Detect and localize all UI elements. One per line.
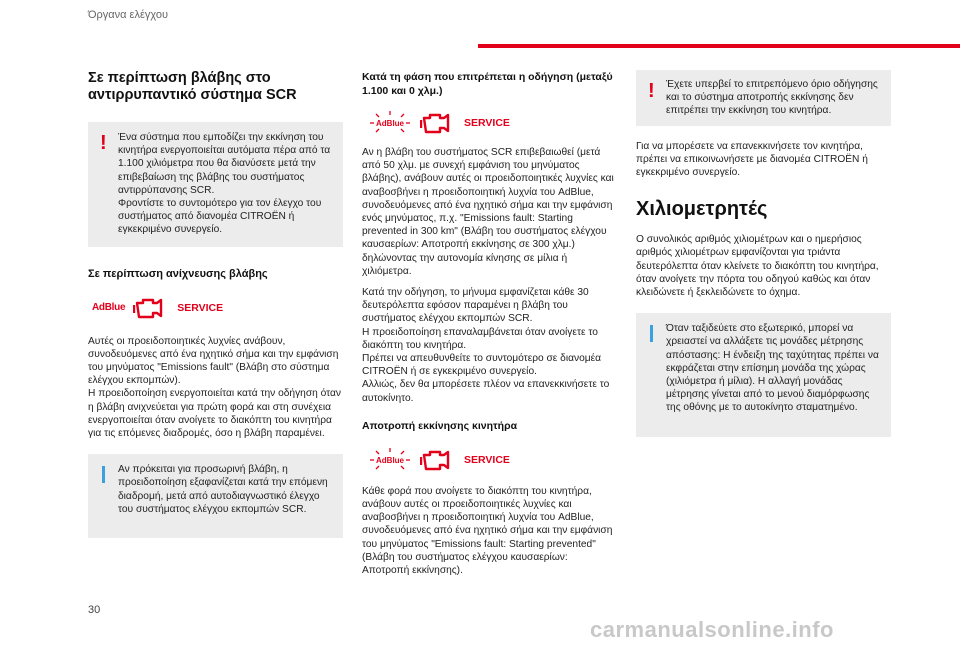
adblue-flashing-icon	[368, 447, 412, 473]
info-box	[636, 313, 891, 436]
service-warning-icon: SERVICE	[464, 117, 510, 129]
engine-warning-icon	[133, 295, 169, 321]
service-warning-icon: SERVICE	[177, 301, 224, 314]
body-text-3: Η προειδοποίηση επαναλαμβάνεται όταν ανοίγετε το διακόπτη του κινητήρα.	[362, 326, 598, 351]
warning-text-2: Φροντίστε το συντομότερο για τον έλεγχο του συστήματος από διανομέα CITROËN ή εγκεκριμένο συνεργείο.	[118, 198, 322, 236]
service-warning-icon: SERVICE	[464, 453, 510, 466]
page-number: 30	[88, 604, 101, 616]
warning-lamps-row-3	[368, 447, 617, 473]
watermark: carmanualsonline.info	[590, 617, 834, 642]
warning-exclamation-icon: !	[648, 80, 655, 102]
section-heading-scr-fault: Σε περίπτωση βλάβης στο αντιρρυπαντικό σύστημα SCR	[88, 70, 297, 103]
column-2	[362, 70, 617, 577]
adblue-flashing-icon	[368, 110, 412, 136]
adblue-flashing-label: AdBlue	[376, 455, 404, 465]
subheading-fault-detected: Σε περίπτωση ανίχνευσης βλάβης	[88, 267, 268, 280]
warning-lamps-row	[92, 295, 343, 321]
engine-warning-icon	[420, 447, 456, 473]
subheading-start-prevention: Αποτροπή εκκίνησης κινητήρα	[362, 419, 518, 432]
engine-warning-icon	[420, 110, 456, 136]
body-text-5: Αλλιώς, δεν θα μπορέσετε πλέον να επανεκκινήσετε το αυτοκίνητο.	[362, 379, 610, 404]
section-heading-allowed-driving: Κατά τη φάση που επιτρέπεται η οδήγηση (μεταξύ 1.100 και 0 χλμ.)	[362, 71, 613, 97]
info-bar-icon	[102, 466, 105, 483]
header-accent-bar	[478, 44, 960, 48]
warning-box	[636, 70, 891, 126]
body-text-6: Κάθε φορά που ανοίγετε το διακόπτη του κινητήρα, ανάβουν αυτές οι προειδοποιητικές λυχνίες και αναβοσβήνει η προειδοποιητική λυχνία του AdBlue, συνοδευόμενες από ένα ηχητικό σήμα και την εμφάνιση του μηνύματος "Emissions fault: Starting prevented" (Βλάβη του συστήματος ελέγχου καυσαερίων: Αποτροπή εκκίνησης).	[362, 485, 613, 577]
info-box	[88, 454, 343, 538]
warning-exclamation-icon: !	[100, 132, 107, 154]
info-bar-icon	[650, 325, 653, 342]
adblue-warning-icon: AdBlue	[92, 302, 126, 314]
body-text-2: Η προειδοποίηση ενεργοποιείται κατά την οδήγηση όταν η βλάβη ανιχνεύεται για πρώτη φορά και στη συνέχεια ενεργοποιείται όταν ανοίγετε το διακόπτη του κινητήρα για τις επόμενες διαδρομές, όσο η βλάβη παραμένει.	[88, 388, 342, 440]
warning-text-1: Ένα σύστημα που εμποδίζει την εκκίνηση του κινητήρα ενεργοποιείται αυτόματα πέρα από τα 1.100 χιλιόμετρα που θα διανύσετε μετά την επιβεβαίωση της βλάβης του συστήματος αντιρρύπανσης SCR.	[118, 132, 331, 196]
body-text-1: Για να μπορέσετε να επανεκκινήσετε τον κινητήρα, πρέπει να επικοινωνήσετε με διανομέα CITROËN ή εγκεκριμένο συνεργείο.	[636, 140, 868, 179]
page-section-title: Όργανα ελέγχου	[88, 9, 168, 21]
warning-text: Έχετε υπερβεί το επιτρεπόμενο όριο οδήγησης και το σύστημα αποτροπής εκκίνησης δεν επιτρέπει την εκκίνηση του κινητήρα.	[666, 79, 878, 117]
column-3	[636, 70, 891, 437]
body-text-2: Ο συνολικός αριθμός χιλιομέτρων και ο ημερήσιος αριθμός χιλιομέτρων εμφανίζονται για τριάντα δευτερόλεπτα όταν κλείνετε το διακόπτη του κινητήρα, όταν ανοίγετε την πόρτα του οδηγού καθώς και όταν κλειδώνετε ή ξεκλειδώνετε το όχημα.	[636, 234, 879, 299]
column-1	[88, 70, 343, 538]
adblue-flashing-label: AdBlue	[376, 119, 404, 128]
info-text: Αν πρόκειται για προσωρινή βλάβη, η προειδοποίηση εξαφανίζεται κατά την επόμενη διαδρομή, μετά από αυτοδιαγνωστικό έλεγχο του συστήματος ελέγχου εκπομπών SCR.	[118, 464, 328, 515]
body-text-4: Πρέπει να απευθυνθείτε το συντομότερο σε διανομέα CITROËN ή σε εγκεκριμένο συνεργείο.	[362, 353, 602, 378]
body-text-1: Αν η βλάβη του συστήματος SCR επιβεβαιωθεί (μετά από 50 χλμ. με συνεχή εμφάνιση του μηνύματος βλάβης), ανάβουν αυτές οι προειδοποιητικές λυχνίες και αναβοσβήνει η προειδοποιητική λυχνία του AdBlue, συνοδευόμενες από ένα ηχητικό σήμα και την εμφάνιση ενός μηνύματος, π.χ. "Emissions fault: Starting prevented in 300 km" (Βλάβη του συστήματος ελέγχου καυσαερίων: Αποτροπή εκκίνησης σε 300 χλμ.) δηλώνοντας την αυτονομία κίνησης σε μίλια ή χιλιόμετρα.	[362, 147, 614, 277]
section-heading-odometers: Χιλιομετρητές	[636, 198, 768, 221]
body-text-2: Κατά την οδήγηση, το μήνυμα εμφανίζεται κάθε 30 δευτερόλεπτα εφόσον παραμένει η βλάβη του συστήματος ελέγχου εκπομπών SCR.	[362, 287, 589, 325]
warning-box	[88, 122, 343, 247]
info-text: Όταν ταξιδεύετε στο εξωτερικό, μπορεί να χρειαστεί να αλλάξετε τις μονάδες μέτρησης απόστασης: Η ένδειξη της ταχύτητας πρέπει να εκφράζεται στην επίσημη μονάδα της χώρας (χιλιόμετρα ή μίλια). Η αλλαγή μονάδας μέτρησης γίνεται από το μενού διαμόρφωσης της οθόνης με το αυτοκίνητο σταματημένο.	[666, 323, 879, 414]
body-text-1: Αυτές οι προειδοποιητικές λυχνίες ανάβουν, συνοδευόμενες από ένα ηχητικό σήμα και την εμφάνιση του μηνύματος "Emissions fault" (Βλάβη στο σύστημα ελέγχου εκπομπών).	[88, 335, 339, 387]
warning-lamps-row-2	[368, 110, 617, 136]
